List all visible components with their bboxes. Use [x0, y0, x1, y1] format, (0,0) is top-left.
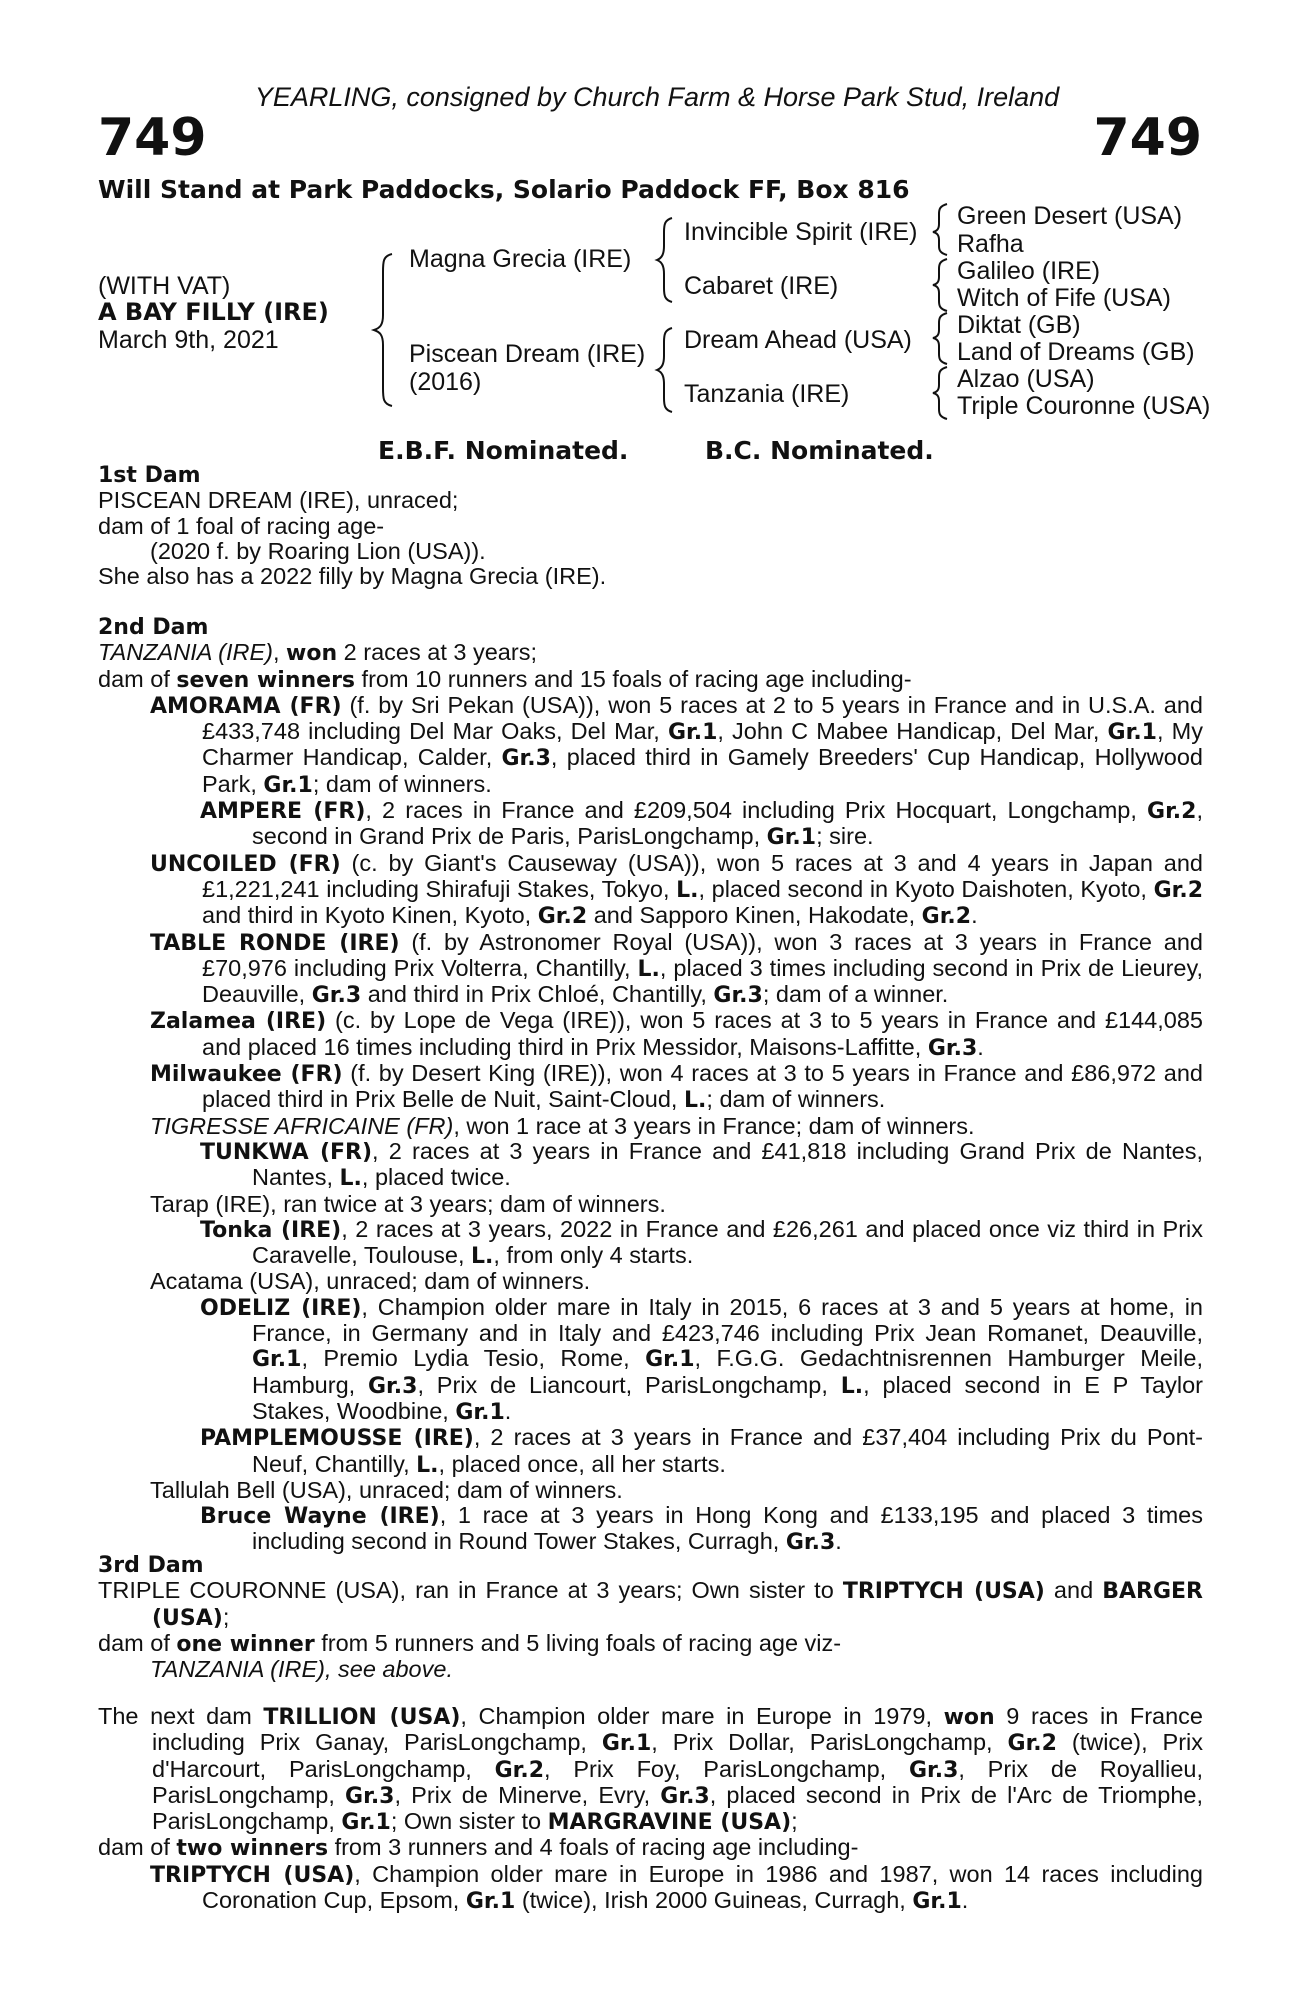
produce-amorama: AMORAMA (FR) (f. by Sri Pekan (USA)), won 5 races at 2 to 5 years in France and in U.S.A. and £433,748 including Del Mar Oaks, Del Mar, Gr.1, John C Mabee Handicap, Del Mar, Gr.1, My Charmer Handicap, Calder, Gr.3, placed third in Gamely Breeders' Cup Handicap, Hollywood Park, Gr.1; dam of winners.: [150, 691, 1203, 798]
consignment-header: YEARLING, consigned by Church Farm & Horse Park Stud, Ireland: [254, 82, 1060, 112]
pedigree-dss: Diktat (GB): [957, 311, 1081, 339]
pedigree-dam-sire: Dream Ahead (USA): [684, 326, 912, 354]
pedigree-dds: Alzao (USA): [957, 365, 1095, 393]
pedigree-sire-dam: Cabaret (IRE): [684, 272, 839, 300]
third-dam-produce-summary: dam of one winner from 5 runners and 5 living foals of racing age viz-: [98, 1629, 842, 1657]
produce-zalamea: Zalamea (IRE) (c. by Lope de Vega (IRE)), won 5 races at 3 to 5 years in France and £144,085 and placed 16 times including third in Prix Messidor, Maisons-Laffitte, Gr.3.: [150, 1007, 1203, 1061]
lot-number-left: 749: [98, 108, 207, 168]
third-dam-intro: TRIPLE COURONNE (USA), ran in France at 3 years; Own sister to TRIPTYCH (USA) and BARGER (USA);: [98, 1577, 1203, 1631]
second-dam-section: [98, 615, 1203, 1556]
produce-odeliz: ODELIZ (IRE), Champion older mare in Italy in 2015, 6 races at 3 and 5 years at home, in France, in Germany and in Italy and £423,746 including Prix Jean Romanet, Deauville, Gr.1, Premio Lydia Tesio, Rome, Gr.1, F.G.G. Gedachtnisrennen Hamburger Meile, Hamburg, Gr.3, Prix de Liancourt, ParisLongchamp, L., placed second in E P Taylor Stakes, Woodbine, Gr.1.: [200, 1293, 1203, 1425]
produce-uncoiled: UNCOILED (FR) (c. by Giant's Causeway (USA)), won 5 races at 3 and 4 years in Japan and £1,221,241 including Shirafuji Stakes, Tokyo, L., placed second in Kyoto Daishoten, Kyoto, Gr.2 and third in Kyoto Kinen, Kyoto, Gr.2 and Sapporo Kinen, Hakodate, Gr.2.: [150, 849, 1203, 930]
pedigree-sire-sire: Invincible Spirit (IRE): [684, 218, 918, 246]
vat-note: (WITH VAT): [98, 272, 231, 300]
produce-tigresse-africaine: TIGRESSE AFRICAINE (FR), won 1 race at 3 years in France; dam of winners.: [150, 1112, 975, 1139]
stand-location: Will Stand at Park Paddocks, Solario Paddock FF, Box 816: [98, 175, 910, 204]
third-dam-produce-tanzania: TANZANIA (IRE), see above.: [150, 1656, 453, 1683]
ebf-nominated: E.B.F. Nominated.: [378, 436, 629, 465]
second-dam-intro: TANZANIA (IRE), won 2 races at 3 years;: [98, 639, 537, 667]
lot-number-right: 749: [1093, 108, 1202, 168]
horse-name: A BAY FILLY (IRE): [98, 298, 329, 326]
produce-pamplemousse: PAMPLEMOUSSE (IRE), 2 races at 3 years in France and £37,404 including Prix du Pont-Neuf, Chantilly, L., placed once, all her starts.: [200, 1424, 1203, 1478]
second-dam-produce-summary: dam of seven winners from 10 runners and 15 foals of racing age including-: [98, 665, 912, 693]
pedigree-dam-year: (2016): [409, 368, 482, 396]
produce-tonka: Tonka (IRE), 2 races at 3 years, 2022 in France and £26,261 and placed once viz third in Prix Caravelle, Toulouse, L., from only 4 starts.: [200, 1215, 1204, 1270]
produce-milwaukee: Milwaukee (FR) (f. by Desert King (IRE)), won 4 races at 3 to 5 years in France and £86,972 and placed third in Prix Belle de Nuit, Saint-Cloud, L.; dam of winners.: [150, 1060, 1203, 1114]
bc-nominated: B.C. Nominated.: [705, 436, 934, 465]
pedigree-ddd: Triple Couronne (USA): [957, 392, 1211, 420]
produce-table-ronde: TABLE RONDE (IRE) (f. by Astronomer Royal (USA)), won 3 races at 3 years in France and £70,976 including Prix Volterra, Chantilly, L., placed 3 times including second in Prix de Lieurey, Deauville, Gr.3 and third in Prix Chloé, Chantilly, Gr.3; dam of a winner.: [150, 928, 1203, 1009]
horse-dob: March 9th, 2021: [98, 326, 279, 354]
third-dam-section: [98, 1553, 1203, 1682]
produce-tallulah-bell: Tallulah Bell (USA), unraced; dam of winners.: [150, 1476, 623, 1503]
pedigree-dam-dam: Tanzania (IRE): [684, 380, 850, 408]
second-dam-heading: 2nd Dam: [98, 615, 209, 640]
next-dam-intro: The next dam TRILLION (USA), Champion older mare in Europe in 1979, won 9 races in France including Prix Ganay, ParisLongchamp, Gr.1, Prix Dollar, ParisLongchamp, Gr.2 (twice), Prix d'Harcourt, ParisLongchamp, Gr.2, Prix Foy, ParisLongchamp, Gr.3, Prix de Royallieu, ParisLongchamp, Gr.3, Prix de Minerve, Evry, Gr.3, placed second in Prix de l'Arc de Triomphe, ParisLongchamp, Gr.1; Own sister to MARGRAVINE (USA);: [98, 1703, 1204, 1836]
produce-triptych: TRIPTYCH (USA), Champion older mare in Europe in 1986 and 1987, won 14 races including Coronation Cup, Epsom, Gr.1 (twice), Irish 2000 Guineas, Curragh, Gr.1.: [150, 1860, 1203, 1915]
produce-tarap: Tarap (IRE), ran twice at 3 years; dam of winners.: [150, 1190, 666, 1217]
pedigree-sdd: Witch of Fife (USA): [957, 284, 1171, 312]
pedigree-dsd: Land of Dreams (GB): [957, 338, 1195, 366]
pedigree-sss: Green Desert (USA): [957, 202, 1183, 230]
produce-bruce-wayne: Bruce Wayne (IRE), 1 race at 3 years in Hong Kong and £133,195 and placed 3 times including second in Round Tower Stakes, Curragh, Gr.3.: [200, 1502, 1203, 1556]
first-dam-heading: 1st Dam: [98, 463, 201, 488]
first-dam-line-2: dam of 1 foal of racing age-: [98, 512, 385, 539]
pedigree-ssd: Rafha: [957, 230, 1024, 258]
pedigree-dam: Piscean Dream (IRE): [409, 340, 646, 368]
first-dam-line-4: She also has a 2022 filly by Magna Grecia (IRE).: [98, 563, 607, 590]
first-dam-line-3: (2020 f. by Roaring Lion (USA)).: [150, 537, 486, 564]
produce-tunkwa: TUNKWA (FR), 2 races at 3 years in France and £41,818 including Grand Prix de Nantes, Nantes, L., placed twice.: [200, 1137, 1203, 1192]
pedigree-sds: Galileo (IRE): [957, 257, 1101, 285]
produce-acatama: Acatama (USA), unraced; dam of winners.: [150, 1268, 591, 1295]
produce-ampere: AMPERE (FR), 2 races in France and £209,504 including Prix Hocquart, Longchamp, Gr.2, second in Grand Prix de Paris, ParisLongchamp, Gr.1; sire.: [200, 797, 1203, 851]
next-dam-section: [98, 1704, 1203, 1914]
pedigree-sire: Magna Grecia (IRE): [409, 245, 632, 273]
first-dam-line-1: PISCEAN DREAM (IRE), unraced;: [98, 487, 459, 514]
second-dam-name: TANZANIA (IRE): [98, 639, 273, 666]
third-dam-heading: 3rd Dam: [98, 1553, 204, 1578]
first-dam-section: [98, 463, 1203, 589]
next-dam-produce-summary: dam of two winners from 3 runners and 4 foals of racing age including-: [98, 1834, 859, 1862]
